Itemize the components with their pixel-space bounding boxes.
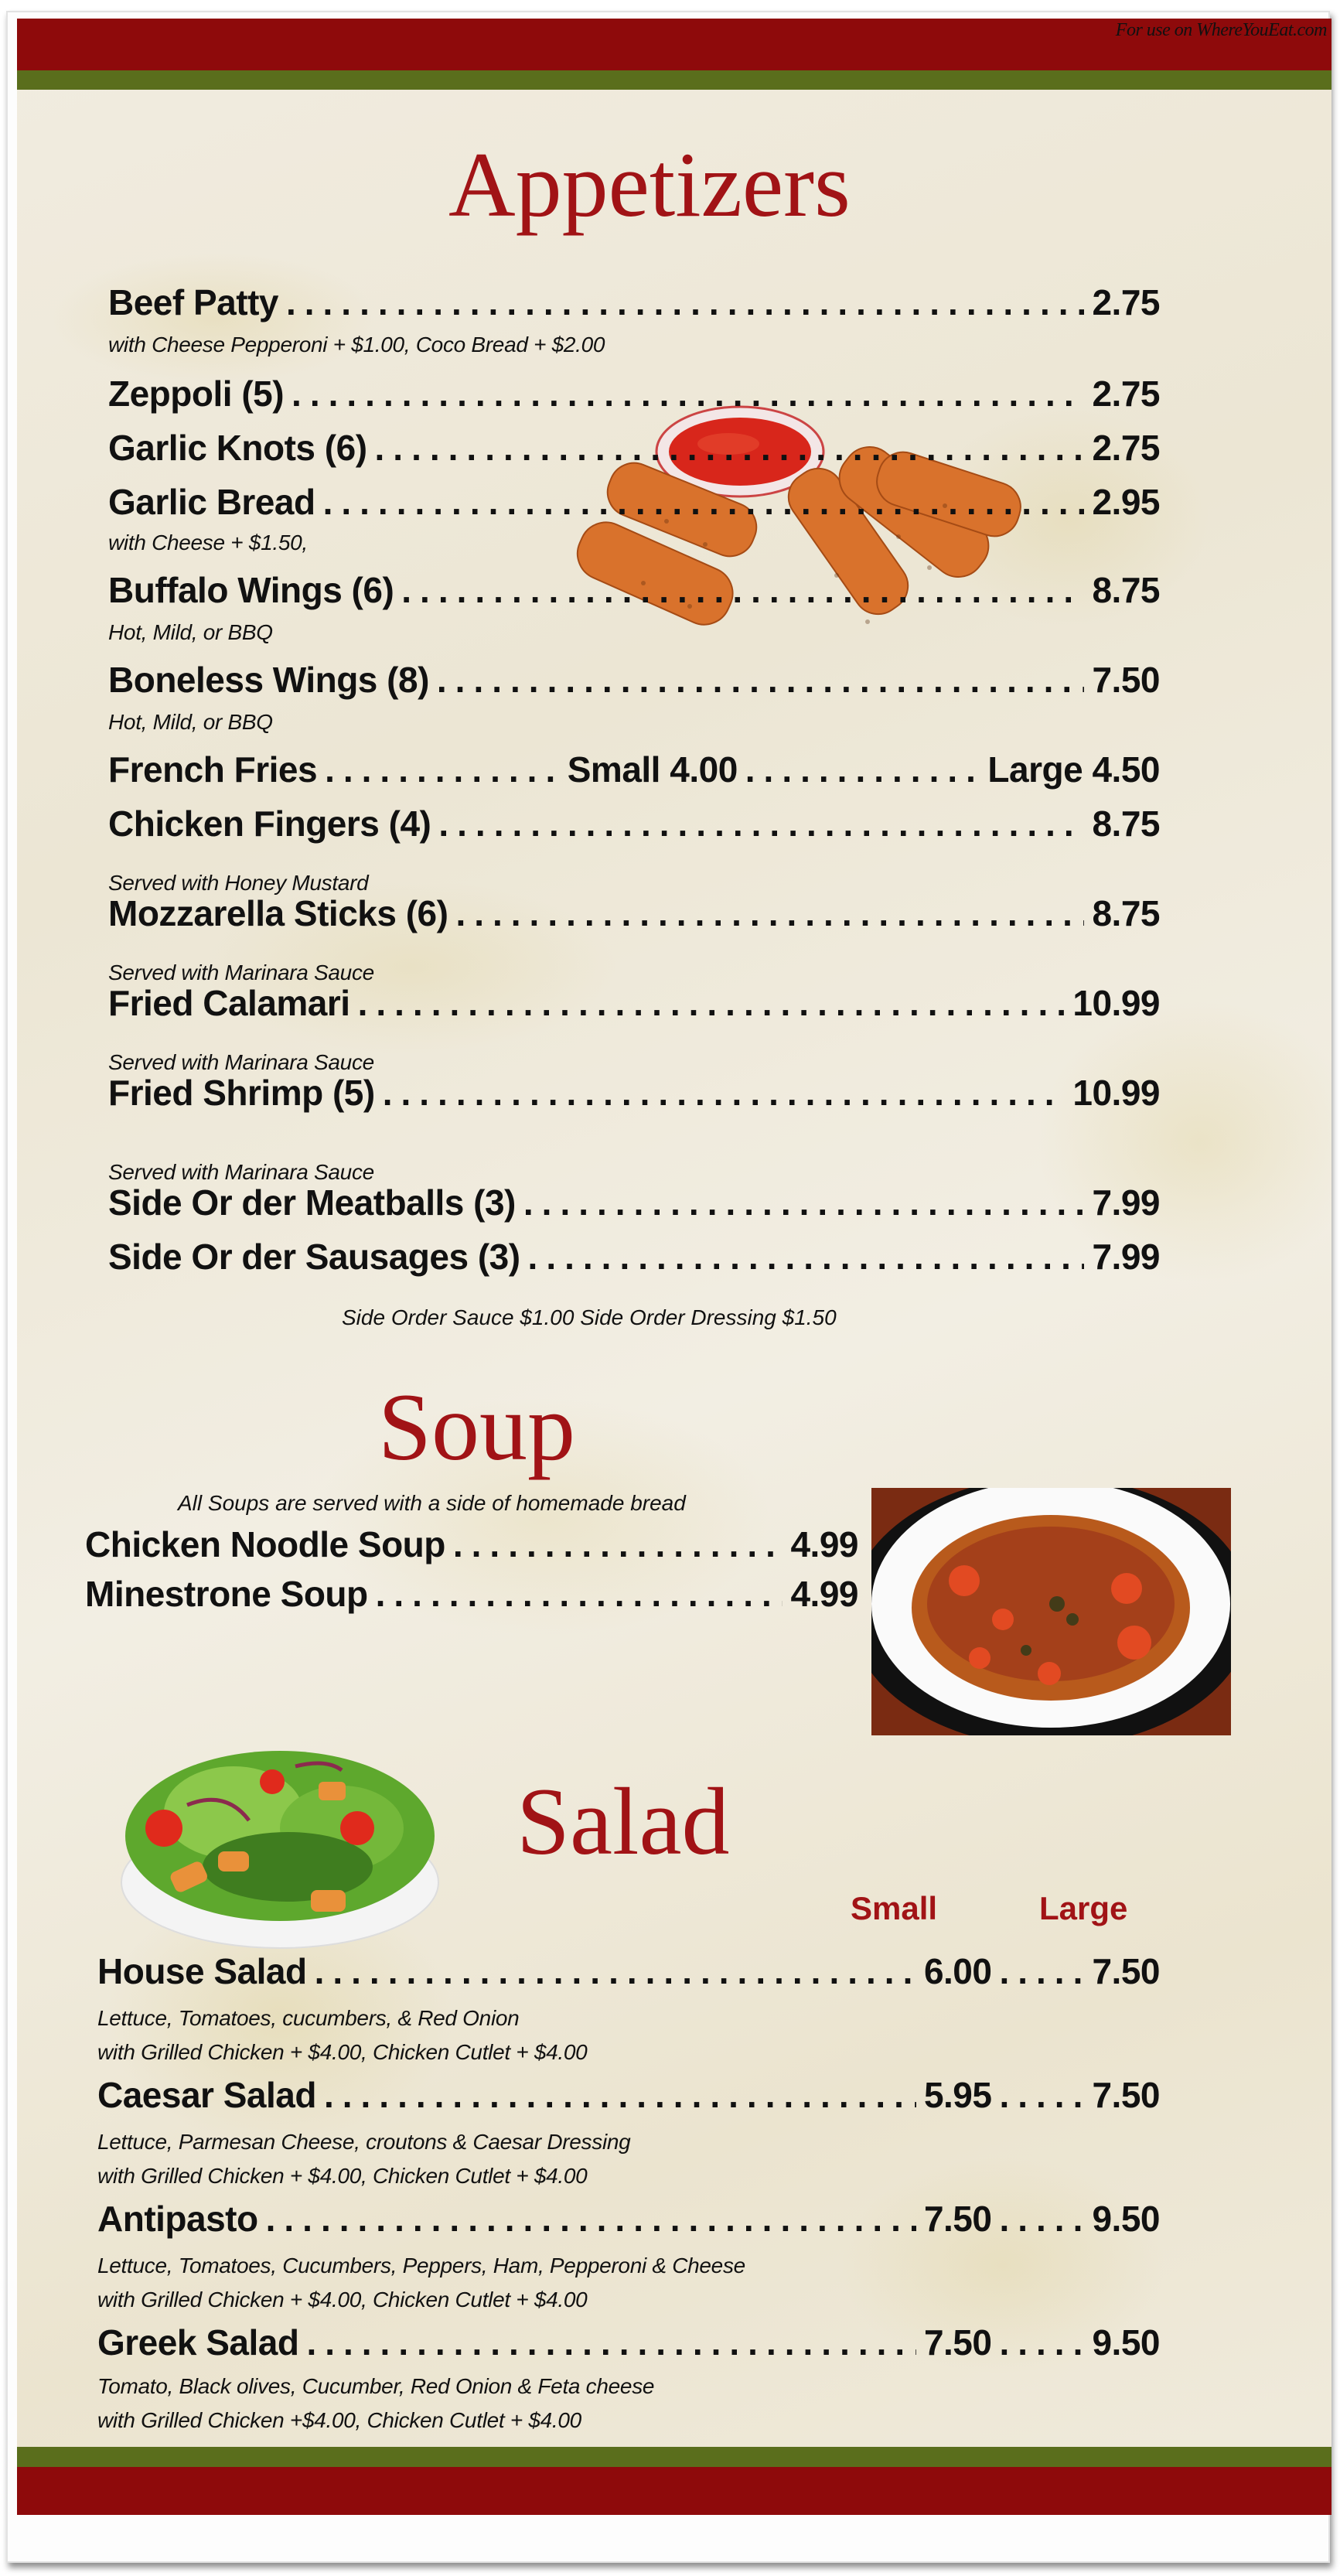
leader-dots <box>438 803 1084 844</box>
item-price-large: Large 4.50 <box>987 749 1160 790</box>
item-price: 8.75 <box>1092 893 1160 933</box>
item-name: Chicken Noodle Soup <box>85 1524 445 1564</box>
soup-note: All Soups are served with a side of homemade bread <box>178 1491 686 1515</box>
item-price: 7.99 <box>1092 1237 1160 1277</box>
item-price: 7.99 <box>1092 1182 1160 1223</box>
salad-bowl-image <box>110 1735 450 1960</box>
leader-dots <box>315 1950 916 1992</box>
leader-dots <box>999 2198 1084 2240</box>
soup-bowl-icon <box>871 1488 1231 1735</box>
item-name: Caesar Salad <box>97 2075 316 2115</box>
menu-item-garlic-knots <box>108 427 1160 469</box>
menu-item-buffalo-wings <box>108 569 1160 611</box>
item-price: 7.50 <box>1092 660 1160 700</box>
leader-dots <box>999 1950 1084 1992</box>
menu-item-french-fries <box>108 749 1160 790</box>
menu-item-boneless-wings <box>108 659 1160 701</box>
leader-dots <box>383 1072 1066 1114</box>
bottom-green-band <box>17 2447 1331 2467</box>
top-green-band <box>17 70 1331 90</box>
size-header-small: Small <box>851 1890 938 1926</box>
menu-item-minestrone-soup <box>85 1573 858 1615</box>
item-desc: with Cheese + $1.50, <box>108 531 308 554</box>
item-desc: Lettuce, Tomatoes, Cucumbers, Peppers, Ham, Pepperoni & Cheese <box>97 2254 745 2277</box>
item-name: Side Or der Sausages (3) <box>108 1237 520 1277</box>
watermark: For use on WhereYouEat.com <box>1115 20 1327 40</box>
item-price: 2.95 <box>1092 482 1160 522</box>
leader-dots <box>375 427 1085 469</box>
leader-dots <box>292 373 1084 415</box>
item-price-small: 7.50 <box>923 2322 992 2363</box>
leader-dots <box>306 2322 916 2363</box>
item-price: 8.75 <box>1092 804 1160 844</box>
size-header-large: Large <box>1039 1890 1128 1926</box>
menu-item-zeppoli <box>108 373 1160 415</box>
item-name: Chicken Fingers (4) <box>108 804 431 844</box>
side-order-footnote: Side Order Sauce $1.00 Side Order Dressing $1.50 <box>342 1305 837 1329</box>
item-name: House Salad <box>97 1951 307 1991</box>
item-name: Garlic Knots (6) <box>108 428 367 468</box>
item-desc: Lettuce, Parmesan Cheese, croutons & Caesar Dressing <box>97 2130 631 2154</box>
soup-bowl-image <box>871 1488 1231 1735</box>
leader-dots <box>999 2074 1084 2116</box>
item-price-small: 5.95 <box>923 2075 992 2115</box>
item-desc-addon: with Grilled Chicken + $4.00, Chicken Cutlet + $4.00 <box>97 2040 588 2064</box>
menu-item-chicken-noodle-soup <box>85 1523 858 1565</box>
item-price-large: 9.50 <box>1092 2322 1160 2363</box>
leader-dots <box>999 2322 1084 2363</box>
menu-page <box>17 19 1331 2515</box>
item-desc-addon: with Grilled Chicken + $4.00, Chicken Cutlet + $4.00 <box>97 2164 588 2188</box>
item-desc: Lettuce, Tomatoes, cucumbers, & Red Onion <box>97 2006 520 2030</box>
salad-bowl-icon <box>110 1735 450 1960</box>
menu-item-side-sausages <box>108 1236 1160 1278</box>
item-name: Greek Salad <box>97 2322 299 2363</box>
leader-dots <box>323 481 1085 523</box>
leader-dots <box>528 1236 1085 1278</box>
item-desc: Hot, Mild, or BBQ <box>108 710 273 734</box>
item-name: Minestrone Soup <box>85 1574 368 1614</box>
menu-item-beef-patty <box>108 281 1160 323</box>
menu-item-house-salad <box>97 1950 1160 1992</box>
menu-item-fried-shrimp <box>108 1072 1160 1114</box>
item-price-small: 7.50 <box>923 2199 992 2239</box>
soup-title: Soup <box>378 1374 575 1480</box>
item-name: Fried Calamari <box>108 983 350 1023</box>
leader-dots <box>358 982 1066 1024</box>
menu-item-antipasto <box>97 2198 1160 2240</box>
top-red-band <box>17 19 1331 70</box>
item-name: Fried Shrimp (5) <box>108 1073 375 1113</box>
salad-title: Salad <box>517 1769 730 1875</box>
menu-item-garlic-bread <box>108 481 1160 523</box>
item-price: 10.99 <box>1072 983 1160 1023</box>
item-price: 4.99 <box>790 1574 858 1614</box>
item-name: Buffalo Wings (6) <box>108 570 394 610</box>
item-price: 4.99 <box>790 1524 858 1564</box>
item-desc-addon: with Grilled Chicken +$4.00, Chicken Cutlet + $4.00 <box>97 2408 581 2432</box>
item-name: Beef Patty <box>108 282 278 322</box>
item-name: Boneless Wings (8) <box>108 660 429 700</box>
item-name: French Fries <box>108 749 318 790</box>
leader-dots <box>325 749 560 790</box>
item-price-large: 9.50 <box>1092 2199 1160 2239</box>
item-name: Garlic Bread <box>108 482 315 522</box>
leader-dots <box>376 1573 783 1615</box>
leader-dots <box>745 749 980 790</box>
leader-dots <box>455 892 1084 934</box>
item-desc: Served with Marinara Sauce <box>108 960 374 984</box>
menu-item-fried-calamari <box>108 982 1160 1024</box>
bottom-red-band <box>17 2467 1331 2515</box>
leader-dots <box>437 659 1085 701</box>
item-name: Zeppoli (5) <box>108 374 285 414</box>
menu-item-greek-salad <box>97 2322 1160 2363</box>
item-price: 2.75 <box>1092 428 1160 468</box>
item-desc-addon: with Grilled Chicken + $4.00, Chicken Cutlet + $4.00 <box>97 2288 588 2312</box>
menu-item-chicken-fingers <box>108 803 1160 844</box>
menu-item-side-meatballs <box>108 1182 1160 1223</box>
item-name: Side Or der Meatballs (3) <box>108 1182 516 1223</box>
item-price-large: 7.50 <box>1092 2075 1160 2115</box>
item-price-small: Small 4.00 <box>567 749 738 790</box>
menu-item-mozzarella-sticks <box>108 892 1160 934</box>
appetizers-title: Appetizers <box>448 133 851 236</box>
item-desc: Served with Marinara Sauce <box>108 1160 374 1184</box>
leader-dots <box>266 2198 916 2240</box>
item-price-large: 7.50 <box>1092 1951 1160 1991</box>
item-desc: with Cheese Pepperoni + $1.00, Coco Bread + $2.00 <box>108 333 605 357</box>
item-price-small: 6.00 <box>923 1951 992 1991</box>
item-desc: Served with Marinara Sauce <box>108 1050 374 1074</box>
item-desc: Tomato, Black olives, Cucumber, Red Onion & Feta cheese <box>97 2374 655 2398</box>
item-price: 2.75 <box>1092 374 1160 414</box>
leader-dots <box>286 281 1085 323</box>
item-name: Mozzarella Sticks (6) <box>108 893 448 933</box>
leader-dots <box>523 1182 1085 1223</box>
leader-dots <box>401 569 1084 611</box>
leader-dots <box>453 1523 783 1565</box>
item-desc: Hot, Mild, or BBQ <box>108 620 273 644</box>
item-price: 8.75 <box>1092 570 1160 610</box>
item-price: 10.99 <box>1072 1073 1160 1113</box>
item-name: Antipasto <box>97 2199 258 2239</box>
item-desc: Served with Honey Mustard <box>108 871 369 895</box>
leader-dots <box>324 2074 916 2116</box>
menu-item-caesar-salad <box>97 2074 1160 2116</box>
item-price: 2.75 <box>1092 282 1160 322</box>
